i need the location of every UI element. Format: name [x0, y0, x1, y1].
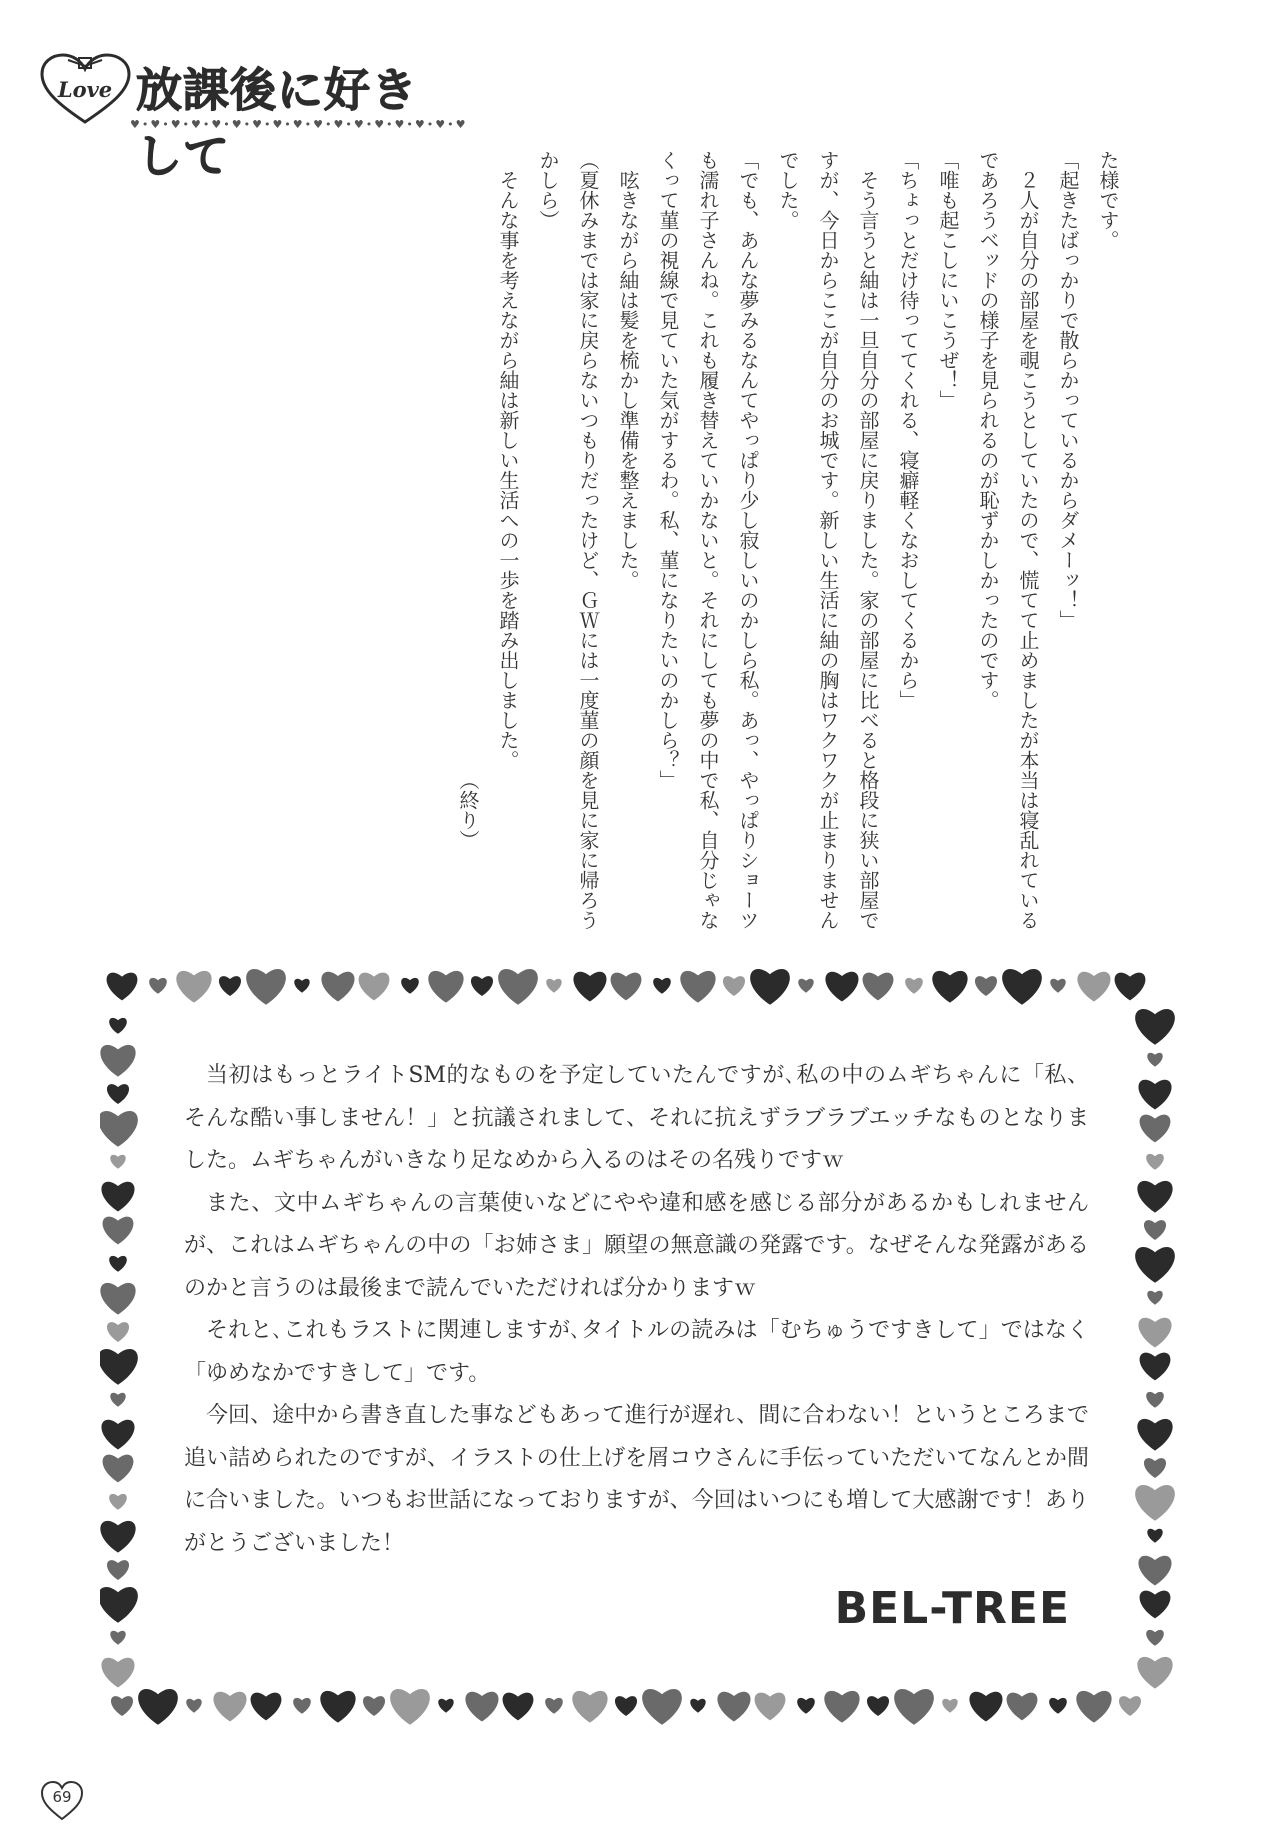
- heart-icon: [755, 1693, 786, 1721]
- heart-icon: [107, 973, 138, 1001]
- heart-icon: [428, 971, 463, 1003]
- story-paragraph: 「でも、あんな夢みるなんてやっぱり少し寂しいのかしら私。あっ、やっぱりショーツも濡れ子さんね。これも履き替えていかないと。それにしても夢の中で私、自分じゃなくって菫の視線で見ていた気がするわ。私、菫になりたいのかしら？」: [656, 150, 760, 930]
- heart-icon: [1049, 1698, 1067, 1714]
- heart-icon: [1138, 1080, 1171, 1110]
- heart-icon: [1144, 1458, 1166, 1478]
- heart-icon: [975, 976, 997, 996]
- heart-icon: [905, 978, 923, 994]
- heart-icon: [1077, 972, 1110, 1002]
- heart-icon: [438, 1699, 453, 1713]
- heart-icon: [932, 971, 967, 1003]
- heart-icon: [573, 972, 606, 1002]
- heart-icon: [1146, 1392, 1164, 1408]
- heart-icon: [1135, 1247, 1175, 1283]
- heart-icon: [1144, 1220, 1166, 1240]
- story-text: [440, 150, 1128, 930]
- heart-icon: [107, 1322, 129, 1342]
- heart-icon: [1135, 1485, 1175, 1521]
- heart-icon: [680, 971, 715, 1003]
- heart-icon: [100, 1521, 135, 1553]
- heart-icon: [824, 1691, 859, 1723]
- author-signature: BEL-TREE: [834, 1583, 1070, 1634]
- story-paragraph: た様です。: [1096, 150, 1120, 250]
- heart-icon: [642, 1689, 682, 1725]
- heart-icon: [1140, 1591, 1171, 1619]
- heart-icon: [107, 1084, 129, 1104]
- page-number-text: 69: [52, 1788, 72, 1806]
- heart-icon: [546, 979, 561, 993]
- heart-icon: [1119, 1696, 1141, 1716]
- heart-icon: [293, 1698, 311, 1714]
- heart-icon: [1147, 1291, 1162, 1305]
- heart-icon: [1135, 1009, 1175, 1045]
- header-decoration: ♥•♥•♥•♥•♥•♥•♥•♥•♥•♥•♥•♥•♥•♥•♥•♥•♥: [130, 118, 468, 131]
- heart-icon: [942, 1699, 957, 1713]
- heart-icon: [825, 972, 858, 1002]
- heart-icon: [103, 1217, 134, 1245]
- heart-icon: [1137, 1419, 1172, 1451]
- heart-icon: [110, 1393, 125, 1407]
- heart-icon: [1147, 1529, 1162, 1543]
- heart-icon: [219, 976, 241, 996]
- heart-icon: [611, 973, 642, 1001]
- heart-icon: [1002, 969, 1042, 1005]
- heart-icon: [100, 1111, 138, 1147]
- heart-icon: [251, 1693, 282, 1721]
- story-paragraph: （夏休みまでは家に戻らないつもりだったけど、ＧＷには一度菫の顔を見に家に帰ろうかしら）: [536, 150, 600, 930]
- header: [28, 40, 468, 183]
- heart-icon: [1050, 979, 1065, 993]
- heart-icon: [294, 979, 309, 993]
- heart-icon: [321, 972, 354, 1002]
- heart-icon: [320, 1691, 355, 1723]
- heart-icon: [101, 1658, 134, 1688]
- page-number: [40, 1780, 84, 1822]
- heart-icon: [363, 1696, 385, 1716]
- heart-icon: [109, 1494, 127, 1510]
- heart-icon: [572, 1691, 607, 1723]
- heart-icon: [149, 978, 167, 994]
- heart-icon: [100, 1349, 138, 1385]
- heart-icon: [246, 969, 286, 1005]
- heart-icon: [653, 978, 671, 994]
- heart-icon: [863, 973, 894, 1001]
- heart-icon: [110, 1631, 125, 1645]
- heart-icon: [107, 1560, 129, 1580]
- heart-icon: [176, 971, 211, 1003]
- story-paragraph: 「ちょっとだけ待っててくれる、寝癖軽くなおしてくるから」: [896, 150, 920, 710]
- heart-icon: [100, 1283, 135, 1315]
- heart-icon: [894, 1689, 934, 1725]
- heart-icon: [103, 1455, 134, 1483]
- heart-icon: [1140, 1115, 1171, 1143]
- heart-icon: [390, 1689, 430, 1725]
- heart-icon: [1007, 1693, 1038, 1721]
- heart-icon: [1115, 973, 1146, 1001]
- heart-icon: [797, 1698, 815, 1714]
- heart-icon: [471, 976, 493, 996]
- heart-icon: [110, 1155, 125, 1169]
- heart-icon: [690, 1699, 705, 1713]
- story-paragraph: そんな事を考えながら紬は新しい生活への一歩を踏み出しました。: [496, 170, 520, 770]
- heart-icon: [101, 1182, 134, 1212]
- end-mark: （終り）: [456, 770, 480, 850]
- heart-icon: [109, 1256, 127, 1272]
- heart-icon: [723, 976, 745, 996]
- heart-icon: [717, 1692, 750, 1722]
- afterword-paragraph: また、文中ムギちゃんの言葉使いなどにやや違和感を感じる部分があるかもしれませんが、これはムギちゃんの中の「お姉さま」願望の無意識の発露です。なぜそんな発露があるのかと言うのは最後まで読んでいただければ分かりますｗ: [184, 1190, 1089, 1301]
- heart-icon: [1140, 1353, 1171, 1381]
- heart-icon: [186, 1699, 201, 1713]
- heart-icon: [1137, 1181, 1172, 1213]
- story-paragraph: 呟きながら紬は髪を梳かし準備を整えました。: [616, 170, 640, 590]
- heart-icon: [109, 1018, 127, 1034]
- afterword-text: [184, 1055, 1089, 1565]
- heart-icon: [1147, 1053, 1162, 1067]
- heart-icon: [138, 1689, 178, 1725]
- heart-icon: [465, 1692, 498, 1722]
- heart-icon: [101, 1420, 134, 1450]
- heart-icon: [100, 1045, 135, 1077]
- afterword-box: [100, 955, 1175, 1735]
- heart-icon: [213, 1692, 246, 1722]
- heart-icon: [1146, 1154, 1164, 1170]
- heart-icon: [615, 1696, 637, 1716]
- heart-icon: [1137, 1657, 1172, 1689]
- afterword-paragraph: 当初はもっとライトSM的なものを予定していたんですが､私の中のムギちゃんに「私、そんな酷い事しません！」と抗議されまして、それに抗えずラブラブエッチなものとなりました。ムギちゃんがいきなり足なめから入るのはその名残りですｗ: [184, 1063, 1089, 1173]
- heart-icon: [867, 1696, 889, 1716]
- heart-icon: [545, 1698, 563, 1714]
- love-heart-logo: [38, 52, 133, 127]
- afterword-paragraph: それと､これもラストに関連しますが､タイトルの読みは「むちゅうですきして」ではなく「ゆめなかですきして」です。: [184, 1318, 1089, 1386]
- story-paragraph: 「唯も起こしにいこうぜ！」: [936, 150, 960, 410]
- heart-icon: [401, 978, 419, 994]
- heart-icon: [1138, 1318, 1171, 1348]
- heart-icon: [359, 973, 390, 1001]
- heart-icon: [111, 1696, 133, 1716]
- heart-icon: [798, 979, 813, 993]
- heart-icon: [1076, 1691, 1111, 1723]
- heart-icon: [503, 1693, 534, 1721]
- story-paragraph: 「起きたばっかりで散らかっているからダメーッ！」: [1056, 150, 1080, 630]
- story-paragraph: ２人が自分の部屋を覗こうとしていたので、慌てて止めましたが本当は寝乱れているであろうベッドの様子を見られるのが恥ずかしかったのです。: [976, 150, 1040, 930]
- page-title: 放課後に好きして: [136, 63, 418, 183]
- heart-icon: [1146, 1630, 1164, 1646]
- heart-icon: [969, 1692, 1002, 1722]
- heart-icon: [100, 1587, 138, 1623]
- heart-icon: [498, 969, 538, 1005]
- heart-icon: [750, 969, 790, 1005]
- heart-icon: [1138, 1556, 1171, 1586]
- logo-word: Love: [57, 77, 113, 102]
- afterword-paragraph: 今回、途中から書き直した事などもあって進行が遅れ、間に合わない！というところまで追い詰められたのですが、イラストの仕上げを屑コウさんに手伝っていただいてなんとか間に合いました。いつもお世話になっておりますが、今回はいつにも増して大感謝です！ありがとうございました！: [184, 1403, 1089, 1556]
- story-paragraph: そう言うと紬は一旦自分の部屋に戻りました。家の部屋に比べると格段に狭い部屋ですが、今日からここが自分のお城です。新しい生活に紬の胸はワクワクが止まりませんでした。: [776, 150, 880, 930]
